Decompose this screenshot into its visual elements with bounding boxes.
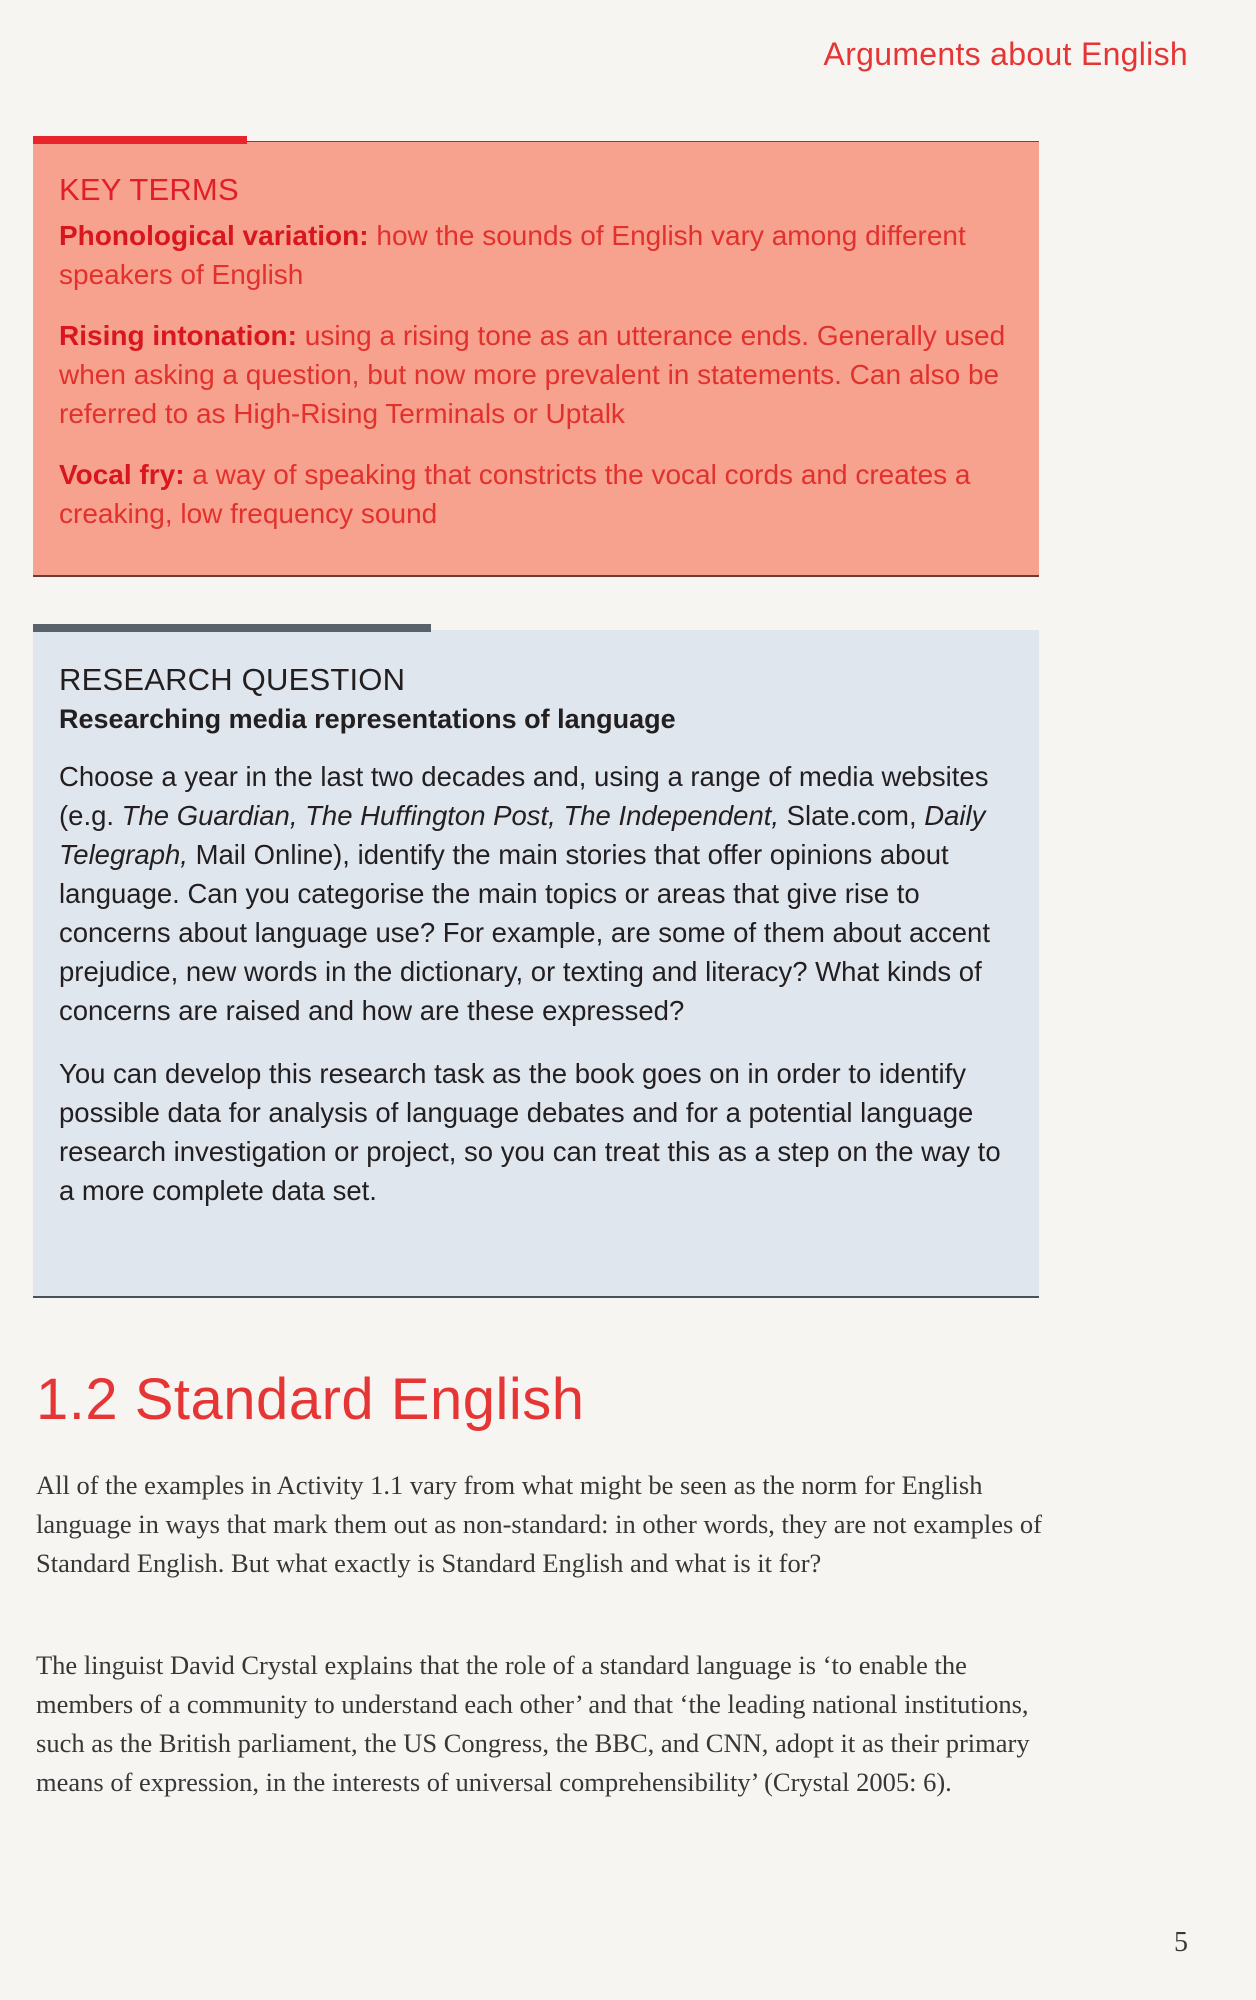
key-terms-heading: KEY TERMS — [59, 172, 239, 207]
text-run: Mail Online), identify the main stories that offer opinions about language. Can you categorise the main topics or areas that give rise to concerns about language use? For example, are some of them about accent prejudice, new words in the dictionary, or texting and literacy? What kinds of concerns are raised and how are these expressed? — [59, 839, 990, 1026]
key-term-item — [59, 316, 1015, 433]
section-title: 1.2 Standard English — [36, 1367, 585, 1432]
body-paragraph: All of the examples in Activity 1.1 vary from what might be seen as the norm for English language in ways that mark them out as non-standard: in other words, they are not examples of Standard English. But what exactly is Standard English and what is it for? — [36, 1470, 1042, 1578]
text-run: Slate.com, — [779, 800, 925, 831]
research-question-paragraph — [59, 757, 1015, 1030]
key-term-name: Rising intonation: — [59, 320, 297, 351]
key-terms-box — [33, 142, 1039, 577]
page-number: 5 — [1174, 1927, 1188, 1958]
key-terms-tab — [33, 136, 247, 144]
text-run: Choose a year in the last two decades and, using a range of media websites (e.g. — [59, 761, 989, 831]
key-term-name: Phonological variation: — [59, 220, 369, 251]
key-term-definition: a way of speaking that constricts the vocal cords and creates a creaking, low frequency sound — [59, 459, 971, 529]
key-term-definition: using a rising tone as an utterance ends. Generally used when asking a question, but now more prevalent in statements. Can also be referred to as High-Rising Terminals or Uptalk — [59, 320, 1006, 429]
key-term-definition: how the sounds of English vary among different speakers of English — [59, 220, 966, 290]
key-term-item — [59, 216, 1015, 294]
running-head: Arguments about English — [823, 36, 1188, 72]
publication-name: Daily Telegraph, — [59, 800, 986, 870]
publication-names: The Guardian, The Huffington Post, The Independent, — [121, 800, 780, 831]
body-paragraph: The linguist David Crystal explains that the role of a standard language is ‘to enable the members of a community to understand each other’ and that ‘the leading national institutions, such as the British parliament, the US Congress, the BBC, and CNN, adopt it as their primary means of expression, in the interests of universal comprehensibility’ (Crystal 2005: 6). — [36, 1650, 1030, 1797]
research-question-box — [33, 630, 1039, 1298]
research-question-heading: RESEARCH QUESTION — [59, 662, 406, 697]
key-term-name: Vocal fry: — [59, 459, 185, 490]
research-question-subheading: Researching media representations of language — [59, 704, 676, 734]
key-term-item — [59, 455, 1015, 533]
research-question-tab — [33, 624, 431, 632]
research-question-paragraph: You can develop this research task as the book goes on in order to identify possible data for analysis of language debates and for a potential language research investigation or project, so you can treat this as a step on the way to a more complete data set. — [59, 1058, 1001, 1206]
